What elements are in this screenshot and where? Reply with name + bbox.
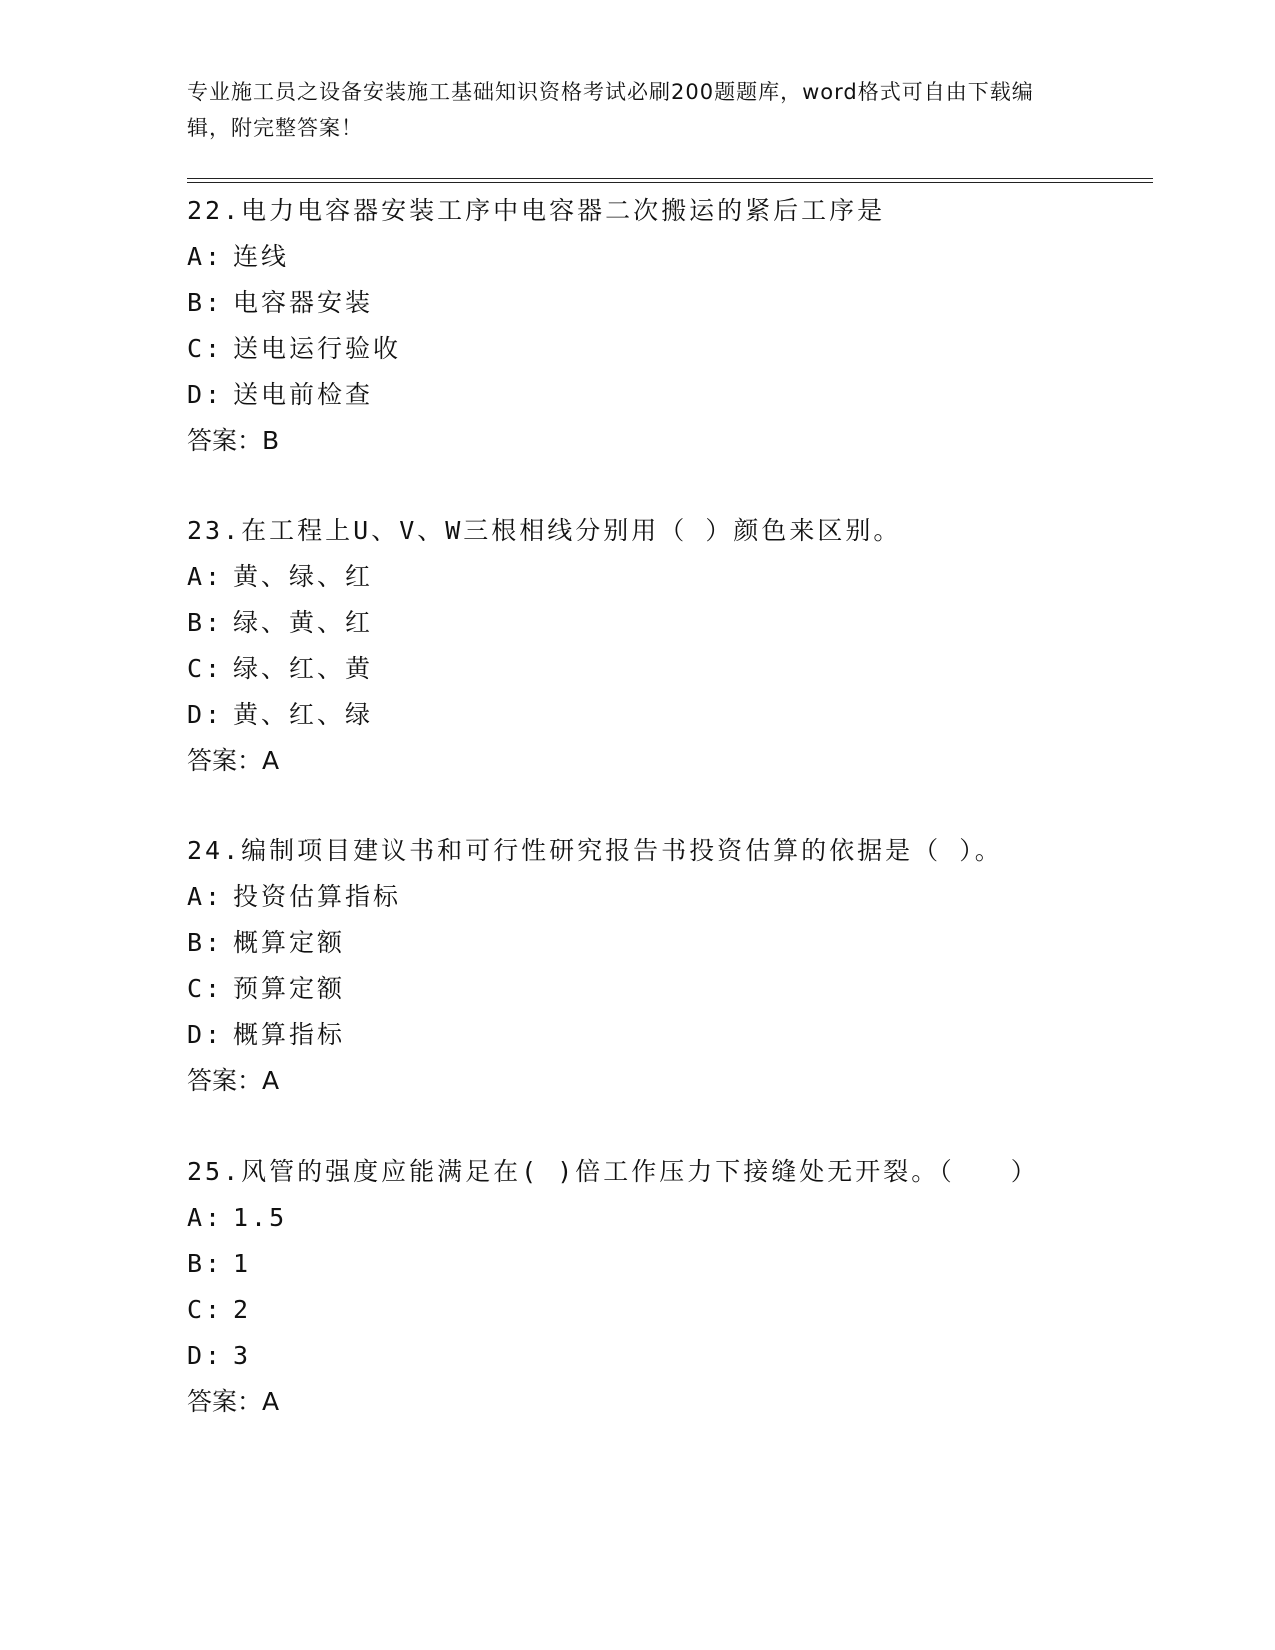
question-stem: 22.电力电容器安装工序中电容器二次搬运的紧后工序是 — [187, 196, 886, 225]
option-c — [187, 326, 1147, 372]
option-key: C: — [187, 654, 224, 683]
option-key: C: — [187, 974, 224, 1003]
question-22 — [187, 188, 1147, 464]
answer: 答案：A — [187, 1066, 280, 1095]
option-text: 2 — [233, 1295, 252, 1324]
option-a — [187, 874, 1147, 920]
option-text: 送电运行验收 — [233, 334, 402, 363]
question-stem: 25.风管的强度应能满足在( )倍工作压力下接缝处无开裂。（ ） — [187, 1157, 1039, 1186]
option-key: C: — [187, 1295, 224, 1324]
answer: 答案：A — [187, 1387, 280, 1416]
option-d — [187, 372, 1147, 418]
option-key: B: — [187, 928, 224, 957]
option-c — [187, 646, 1147, 692]
option-d — [187, 1012, 1147, 1058]
option-text: 3 — [233, 1341, 252, 1370]
option-text: 投资估算指标 — [233, 882, 402, 911]
question-stem: 23.在工程上U、V、W三根相线分别用（ ）颜色来区别。 — [187, 516, 902, 545]
option-key: A: — [187, 562, 224, 591]
option-key: B: — [187, 288, 224, 317]
question-24 — [187, 828, 1147, 1104]
option-b — [187, 920, 1147, 966]
header-divider-bottom — [187, 182, 1153, 183]
header-divider-top — [187, 178, 1153, 179]
answer: 答案：B — [187, 426, 280, 455]
option-b — [187, 600, 1147, 646]
option-text: 黄、绿、红 — [233, 562, 374, 591]
option-text: 预算定额 — [233, 974, 346, 1003]
question-25 — [187, 1149, 1147, 1425]
option-text: 黄、红、绿 — [233, 700, 374, 729]
option-text: 概算指标 — [233, 1020, 346, 1049]
option-text: 送电前检查 — [233, 380, 374, 409]
question-23 — [187, 508, 1147, 784]
option-a — [187, 1195, 1147, 1241]
option-c — [187, 1287, 1147, 1333]
option-text: 连线 — [233, 242, 290, 271]
option-key: B: — [187, 1249, 224, 1278]
option-key: B: — [187, 608, 224, 637]
option-text: 绿、黄、红 — [233, 608, 374, 637]
option-a — [187, 234, 1147, 280]
option-d — [187, 1333, 1147, 1379]
option-text: 1.5 — [233, 1203, 288, 1232]
option-key: D: — [187, 1341, 224, 1370]
option-d — [187, 692, 1147, 738]
document-header: 专业施工员之设备安装施工基础知识资格考试必刷200题题库，word格式可自由下载编辑，附完整答案！ — [187, 80, 1034, 140]
option-text: 绿、红、黄 — [233, 654, 374, 683]
answer: 答案：A — [187, 746, 280, 775]
option-key: D: — [187, 700, 224, 729]
option-text: 1 — [233, 1249, 252, 1278]
option-key: A: — [187, 1203, 224, 1232]
option-b — [187, 280, 1147, 326]
option-key: C: — [187, 334, 224, 363]
option-text: 电容器安装 — [233, 288, 374, 317]
question-stem: 24.编制项目建议书和可行性研究报告书投资估算的依据是（ ）。 — [187, 836, 1003, 865]
option-c — [187, 966, 1147, 1012]
option-key: A: — [187, 882, 224, 911]
option-key: A: — [187, 242, 224, 271]
option-a — [187, 554, 1147, 600]
option-b — [187, 1241, 1147, 1287]
option-key: D: — [187, 380, 224, 409]
option-key: D: — [187, 1020, 224, 1049]
option-text: 概算定额 — [233, 928, 346, 957]
